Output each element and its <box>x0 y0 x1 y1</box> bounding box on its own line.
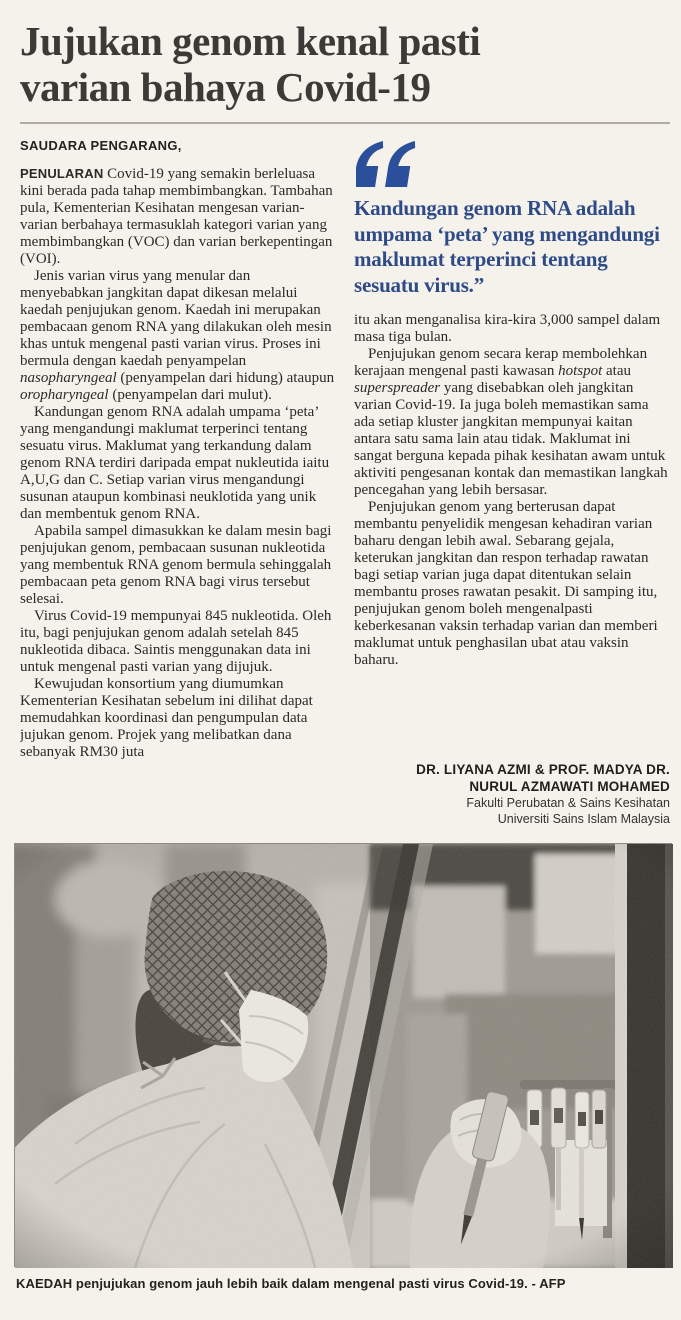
headline <box>20 18 670 110</box>
left-column-text <box>20 165 336 761</box>
quote-mark-icon <box>356 140 418 188</box>
article-paragraph: Apabila sampel dimasukkan ke dalam mesin bagi penjujukan genom, pembacaan susunan nukleotida yang membentuk RNA genom bermula sehinggalah pembacaan peta genom RNA bagi virus tersebut selesai. <box>20 523 332 607</box>
article-paragraph: Virus Covid-19 mempunyai 845 nukleotida. Oleh itu, bagi penjujukan genom adalah setelah 845 nukleotida dibaca. Saintis menggunakan data ini untuk mengenal pasti varian yang dijujuk. <box>20 608 332 675</box>
byline-affiliation-line-1: Fakulti Perubatan & Sains Kesihatan <box>466 796 670 810</box>
salutation: SAUDARA PENGARANG, <box>20 138 182 153</box>
byline <box>354 761 670 831</box>
photo-grain-overlay <box>15 844 673 1268</box>
right-column <box>354 134 670 831</box>
headline-line-1: Jujukan genom kenal pasti <box>20 18 481 64</box>
headline-divider <box>20 122 670 124</box>
article-paragraph: Jenis varian virus yang menular dan menyebabkan jangkitan dapat dikesan melalui kaedah penjujukan genom. Kaedah ini merupakan pembacaan genom RNA yang dilakukan oleh mesin khas untuk mengenal pasti varian virus. Proses ini bermula dengan kaedah penyampelan nasopharyngeal (penyampelan dari hidung) ataupun oropharyngeal (penyampelan dari mulut). <box>20 268 335 403</box>
article-paragraph: Kewujudan konsortium yang diumumkan Kementerian Kesihatan sebelum ini dilihat dapat memudahkan koordinasi dan pengumpulan data jujukan genom. Projek yang melibatkan dana sebanyak RM30 juta <box>20 676 313 760</box>
left-column <box>20 134 336 831</box>
headline-line-2: varian bahaya Covid-19 <box>20 64 431 110</box>
article-paragraph: Penjujukan genom yang berterusan dapat membantu penyelidik mengesan kehadiran varian baharu dengan lebih awal. Sebarang gejala, keterukan jangkitan dan respon terhadap rawatan bagi setiap varian juga dapat ditentukan selain membantu proses rawatan pesakit. Di samping itu, penjujukan genom boleh mengenalpasti keberkesanan vaksin terhadap varian dan memberi maklumat untuk penghasilan ubat atau vaksin baharu. <box>354 499 658 668</box>
article-paragraph: Kandungan genom RNA adalah umpama ‘peta’ yang mengandungi maklumat terperinci tentang sesuatu virus. Maklumat yang terkandung dalam genom RNA terdiri daripada empat nukleutida iaitu A,U,G dan C. Setiap varian virus mengandungi susunan ataupun kombinasi neuklotida yang unik dan membentuk genom RNA. <box>20 404 330 522</box>
byline-author-line-2: NURUL AZMAWATI MOHAMED <box>469 779 670 794</box>
photo-caption: KAEDAH penjujukan genom jauh lebih baik dalam mengenal pasti virus Covid-19. - AFP <box>16 1276 566 1291</box>
article-paragraph: PENULARAN Covid-19 yang semakin berleluasa kini berada pada tahap membimbangkan. Tambahan pula, Kementerian Kesihatan mengesan varian-varian berbahaya termasuklah kategori varian yang membimbangkan (VOC) dan varian berkepentingan (VOI). <box>20 166 333 267</box>
article-photo <box>14 843 672 1267</box>
article-body <box>20 134 670 831</box>
pull-quote-text: Kandungan genom RNA adalah umpama ‘peta’ yang mengandungi maklumat terperinci tentang sesuatu virus.” <box>354 196 660 297</box>
pull-quote <box>354 136 670 298</box>
right-column-text <box>354 312 670 669</box>
byline-author-line-1: DR. LIYANA AZMI & PROF. MADYA DR. <box>416 762 670 777</box>
byline-affiliation-line-2: Universiti Sains Islam Malaysia <box>497 812 670 826</box>
lab-photo-illustration <box>15 844 673 1268</box>
article-paragraph: itu akan menganalisa kira-kira 3,000 sampel dalam masa tiga bulan. <box>354 312 661 345</box>
article-paragraph: Penjujukan genom secara kerap membolehkan kerajaan mengenal pasti kawasan hotspot atau superspreader yang disebabkan oleh jangkitan varian Covid-19. Ia juga boleh memastikan sama ada setiap kluster jangkitan mempunyai kaitan antara satu sama lain atau tidak. Maklumat ini sangat berguna kepada pihak kesihatan awam untuk aktiviti pengesanan kontak dan memastikan langkah pencegahan yang lebih bersasar. <box>354 346 668 498</box>
